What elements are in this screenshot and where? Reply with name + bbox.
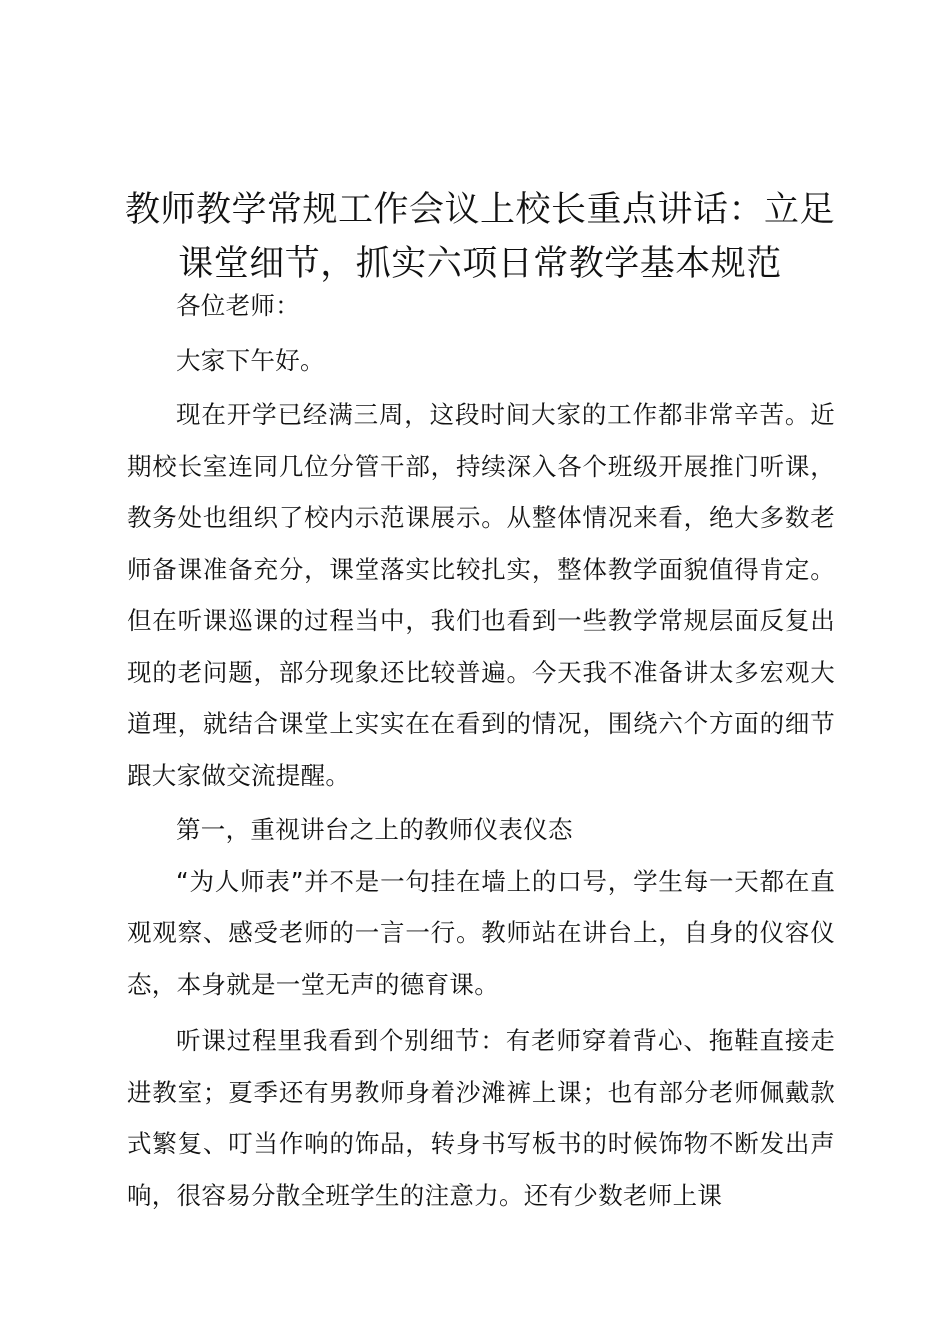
title-line-2: 课堂细节，抓实六项日常教学基本规范 <box>178 244 782 284</box>
document-body <box>127 280 835 1221</box>
salutation: 大家下午好。 <box>176 345 325 375</box>
title-line-1: 教师教学常规工作会议上校长重点讲话：立足 <box>124 190 835 230</box>
greeting: 各位老师： <box>176 291 300 320</box>
paragraph: 听课过程里我看到个别细节：有老师穿着背心、拖鞋直接走进教室；夏季还有男教师身着沙滩裤上课；也有部分老师佩戴款式繁复、叮当作响的饰品，转身书写板书的时候饰物不断发出声响，很容易分散全班学生的注意力。还有少数老师上课 <box>127 1026 835 1210</box>
section-heading: 第一，重视讲台之上的教师仪表仪态 <box>176 815 573 844</box>
intro-paragraph: 现在开学已经满三周，这段时间大家的工作都非常辛苦。近期校长室连同几位分管干部，持续深入各个班级开展推门听课，教务处也组织了校内示范课展示。从整体情况来看，绝大多数老师备课准备充分，课堂落实比较扎实，整体教学面貌值得肯定。但在听课巡课的过程当中，我们也看到一些教学常规层面反复出现的老问题，部分现象还比较普遍。今天我不准备讲太多宏观大道理，就结合课堂上实实在在看到的情况，围绕六个方面的细节跟大家做交流提醒。 <box>127 400 835 790</box>
paragraph: “为人师表”并不是一句挂在墙上的口号，学生每一天都在直观观察、感受老师的一言一行。教师站在讲台上，自身的仪容仪态，本身就是一堂无声的德育课。 <box>127 866 835 999</box>
document-title <box>110 183 850 291</box>
